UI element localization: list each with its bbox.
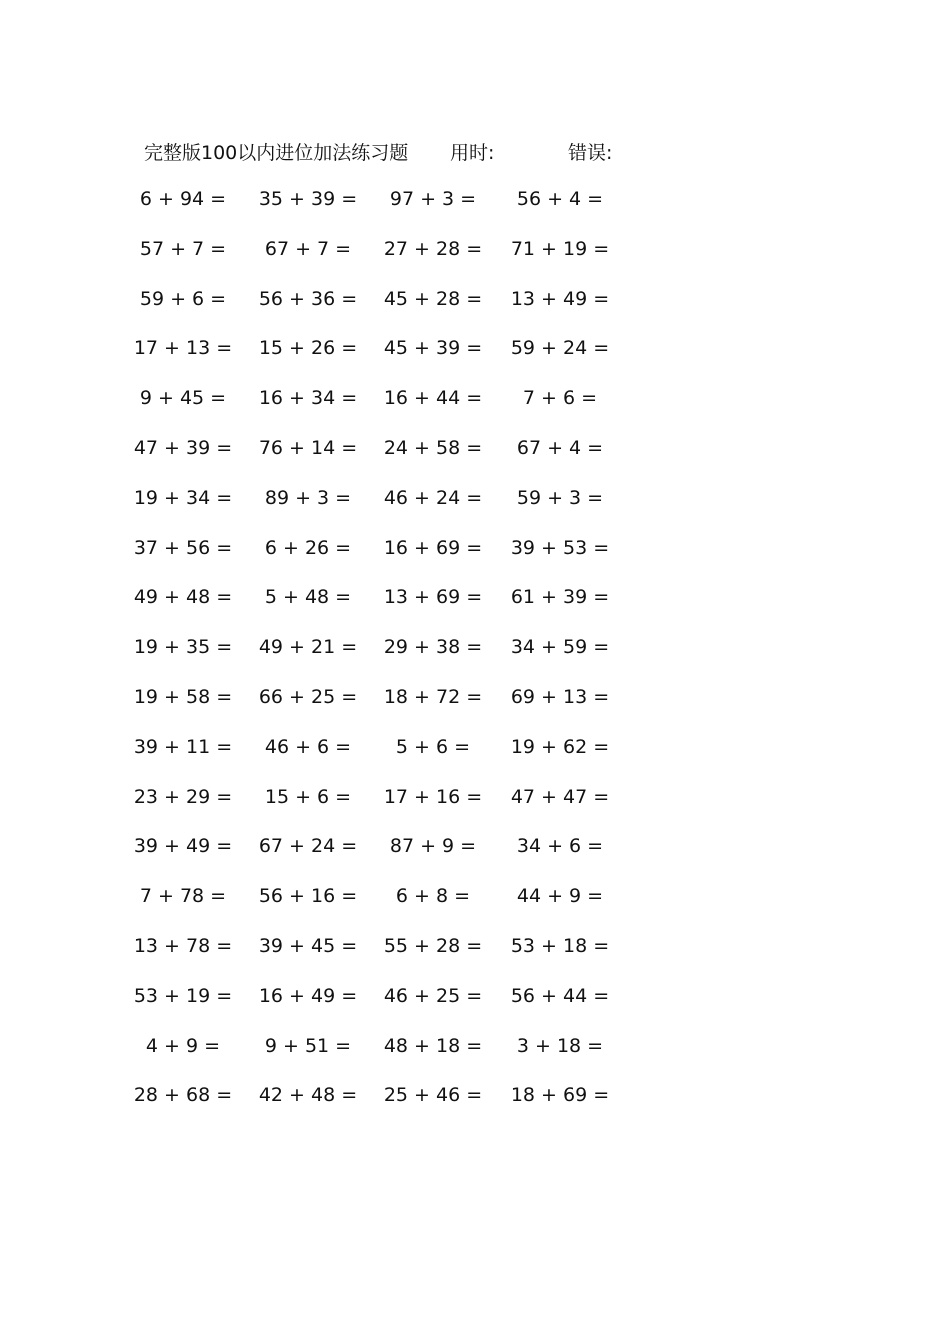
problem-r3-c2: 56 + 36 = — [258, 287, 358, 310]
problem-r13-c3: 17 + 16 = — [383, 785, 483, 808]
problem-r1-c2: 35 + 39 = — [258, 188, 358, 210]
problem-r3-c1: 59 + 6 = — [139, 287, 227, 310]
problem-r16-c4: 53 + 18 = — [510, 935, 610, 957]
problem-r15-c1: 7 + 78 = — [139, 885, 227, 908]
problem-r1-c3: 97 + 3 = — [389, 188, 477, 210]
problem-r4-c2: 15 + 26 = — [258, 337, 358, 360]
errors-label: 错误: — [568, 142, 613, 164]
problem-r2-c2: 67 + 7 = — [264, 237, 352, 260]
problem-r18-c2: 9 + 51 = — [264, 1034, 352, 1057]
problem-r2-c4: 71 + 19 = — [510, 237, 610, 260]
problem-r13-c1: 23 + 29 = — [133, 785, 233, 808]
problem-r7-c4: 59 + 3 = — [516, 486, 604, 509]
problem-r16-c2: 39 + 45 = — [258, 935, 358, 957]
problem-r19-c1: 28 + 68 = — [133, 1084, 233, 1107]
problem-r7-c1: 19 + 34 = — [133, 486, 233, 509]
problem-r3-c4: 13 + 49 = — [510, 287, 610, 310]
problem-r3-c3: 45 + 28 = — [383, 287, 483, 310]
problem-r1-c4: 56 + 4 = — [516, 188, 604, 210]
problem-r8-c4: 39 + 53 = — [510, 536, 610, 559]
problem-r10-c2: 49 + 21 = — [258, 636, 358, 659]
time-label: 用时: — [450, 142, 495, 164]
problem-r16-c3: 55 + 28 = — [383, 935, 483, 957]
problem-r17-c2: 16 + 49 = — [258, 984, 358, 1007]
problem-r18-c3: 48 + 18 = — [383, 1034, 483, 1057]
problem-r12-c2: 46 + 6 = — [264, 735, 352, 758]
problem-r5-c3: 16 + 44 = — [383, 387, 483, 410]
problem-r8-c2: 6 + 26 = — [264, 536, 352, 559]
problem-r6-c4: 67 + 4 = — [516, 437, 604, 459]
problem-r15-c3: 6 + 8 = — [395, 885, 471, 908]
problem-r17-c3: 46 + 25 = — [383, 984, 483, 1007]
problem-r9-c1: 49 + 48 = — [133, 586, 233, 609]
problem-r18-c4: 3 + 18 = — [516, 1034, 604, 1057]
problem-r4-c4: 59 + 24 = — [510, 337, 610, 360]
problem-r17-c4: 56 + 44 = — [510, 984, 610, 1007]
problem-r14-c2: 67 + 24 = — [258, 835, 358, 858]
problem-r11-c2: 66 + 25 = — [258, 686, 358, 708]
problem-r10-c3: 29 + 38 = — [383, 636, 483, 659]
problem-r6-c2: 76 + 14 = — [258, 437, 358, 459]
problem-r7-c3: 46 + 24 = — [383, 486, 483, 509]
problem-r4-c1: 17 + 13 = — [133, 337, 233, 360]
problem-r12-c1: 39 + 11 = — [133, 735, 233, 758]
problem-r2-c3: 27 + 28 = — [383, 237, 483, 260]
problem-r9-c4: 61 + 39 = — [510, 586, 610, 609]
problem-r19-c3: 25 + 46 = — [383, 1084, 483, 1107]
problem-r13-c4: 47 + 47 = — [510, 785, 610, 808]
problem-r11-c3: 18 + 72 = — [383, 686, 483, 708]
problem-r5-c1: 9 + 45 = — [139, 387, 227, 410]
problem-r18-c1: 4 + 9 = — [145, 1034, 221, 1057]
problem-r13-c2: 15 + 6 = — [264, 785, 352, 808]
problem-r5-c2: 16 + 34 = — [258, 387, 358, 410]
problem-r19-c4: 18 + 69 = — [510, 1084, 610, 1107]
problem-r11-c4: 69 + 13 = — [510, 686, 610, 708]
problem-r12-c3: 5 + 6 = — [395, 735, 471, 758]
problem-r9-c2: 5 + 48 = — [264, 586, 352, 609]
problem-r10-c4: 34 + 59 = — [510, 636, 610, 659]
worksheet-title: 完整版100以内进位加法练习题 — [144, 142, 409, 164]
problem-r5-c4: 7 + 6 = — [522, 387, 598, 410]
problem-r10-c1: 19 + 35 = — [133, 636, 233, 659]
problem-r16-c1: 13 + 78 = — [133, 935, 233, 957]
problem-r14-c3: 87 + 9 = — [389, 835, 477, 858]
problem-r4-c3: 45 + 39 = — [383, 337, 483, 360]
problem-r11-c1: 19 + 58 = — [133, 686, 233, 708]
problem-r19-c2: 42 + 48 = — [258, 1084, 358, 1107]
problem-r6-c3: 24 + 58 = — [383, 437, 483, 459]
problem-r14-c4: 34 + 6 = — [516, 835, 604, 858]
problem-r14-c1: 39 + 49 = — [133, 835, 233, 858]
problem-r9-c3: 13 + 69 = — [383, 586, 483, 609]
problem-r8-c3: 16 + 69 = — [383, 536, 483, 559]
problem-r8-c1: 37 + 56 = — [133, 536, 233, 559]
problem-r6-c1: 47 + 39 = — [133, 437, 233, 459]
problem-r2-c1: 57 + 7 = — [139, 237, 227, 260]
problem-r1-c1: 6 + 94 = — [139, 188, 227, 210]
problem-r15-c4: 44 + 9 = — [516, 885, 604, 908]
problem-r12-c4: 19 + 62 = — [510, 735, 610, 758]
problem-r7-c2: 89 + 3 = — [264, 486, 352, 509]
problem-r15-c2: 56 + 16 = — [258, 885, 358, 908]
problem-r17-c1: 53 + 19 = — [133, 984, 233, 1007]
